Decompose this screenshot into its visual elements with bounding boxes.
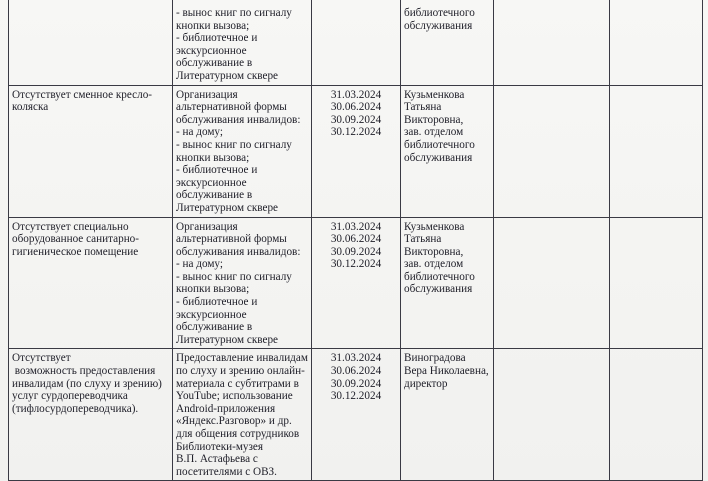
dates-line: 30.09.2024: [330, 377, 382, 390]
responsible-line: обслуживания: [404, 19, 473, 32]
dates-line: 30.06.2024: [330, 365, 382, 378]
table-row: [9, 0, 703, 85]
issue-line: Отсутствует: [12, 352, 71, 365]
issue-line: инвалидам (по слуху и зрению): [12, 377, 162, 390]
measures-line: обслуживания инвалидов:: [176, 113, 301, 126]
issue-line: возможность предоставления: [12, 365, 156, 378]
issue-cell: [9, 349, 173, 481]
responsible-line: Татьяна: [404, 233, 442, 246]
measures-line: «Яндекс.Разговор» и др.: [176, 415, 292, 428]
responsible-cell: [401, 217, 494, 349]
dates-line: 30.06.2024: [330, 233, 382, 246]
empty-cell-5: [494, 349, 610, 481]
measures-line: экскурсионное: [176, 176, 247, 189]
measures-line: Организация: [176, 88, 238, 101]
dates-line: 31.03.2024: [330, 220, 382, 233]
responsible-cell: [401, 0, 494, 85]
measures-line: YouTube; использование: [176, 390, 293, 403]
measures-line: - вынос книг по сигналу: [176, 270, 292, 283]
measures-line: - библиотечное и: [176, 296, 258, 309]
responsible-line: Кузьменкова: [404, 88, 465, 101]
measures-line: Android-приложения: [176, 402, 276, 415]
responsible-cell: [401, 85, 494, 217]
responsible-line: Викторовна,: [404, 245, 464, 258]
table-row: [9, 85, 703, 217]
measures-cell: [173, 349, 312, 481]
dates-line: 30.09.2024: [330, 113, 382, 126]
measures-cell: [173, 85, 312, 217]
dates-cell: [312, 0, 401, 85]
measures-cell: [173, 0, 312, 85]
dates-line: 30.06.2024: [330, 101, 382, 114]
empty-cell-6: [610, 0, 703, 85]
issue-line: (тифлосурдопереводчика).: [12, 402, 139, 415]
measures-line: Предоставление инвалидам: [176, 352, 308, 365]
responsible-line: Татьяна: [404, 101, 442, 114]
measures-line: Литературном сквере: [176, 201, 279, 214]
empty-cell-5: [494, 0, 610, 85]
dates-cell: [312, 217, 401, 349]
dates-line: 30.12.2024: [330, 390, 382, 403]
responsible-line: зав. отделом: [404, 258, 464, 271]
responsible-line: Виноградова: [404, 352, 466, 365]
responsible-line: Кузьменкова: [404, 220, 465, 233]
measures-line: Библиотеки-музея: [176, 440, 264, 453]
measures-line: по слуху и зрению онлайн-: [176, 365, 305, 378]
measures-line: - вынос книг по сигналу: [176, 7, 292, 19]
dates-line: 30.09.2024: [330, 245, 382, 258]
measures-line: альтернативной формы: [176, 233, 287, 246]
measures-line: обслуживание в: [176, 57, 253, 70]
measures-line: альтернативной формы: [176, 101, 287, 114]
dates-cell: [312, 349, 401, 481]
dates-line: 30.12.2024: [330, 258, 382, 271]
measures-line: кнопки вызова;: [176, 19, 250, 32]
responsible-cell: [401, 349, 494, 481]
measures-line: - на дому;: [176, 258, 223, 271]
measures-line: обслуживания инвалидов:: [176, 245, 301, 258]
measures-line: кнопки вызова;: [176, 283, 250, 296]
table-row: [9, 349, 703, 481]
responsible-line: обслуживания: [404, 283, 473, 296]
responsible-line: библиотечного: [404, 7, 475, 19]
empty-cell-6: [610, 85, 703, 217]
empty-cell-5: [494, 85, 610, 217]
measures-line: экскурсионное: [176, 308, 247, 321]
measures-line: - вынос книг по сигналу: [176, 138, 292, 151]
measures-line: Организация: [176, 220, 238, 233]
empty-cell-6: [610, 349, 703, 481]
responsible-line: Вера Николаевна,: [404, 365, 489, 378]
empty-cell-5: [494, 217, 610, 349]
table-body: [9, 0, 703, 481]
issue-line: услуг сурдопереводчика: [12, 390, 128, 403]
responsible-line: библиотечного: [404, 270, 475, 283]
measures-cell: [173, 217, 312, 349]
accessibility-plan-table: [8, 0, 703, 481]
measures-line: кнопки вызова;: [176, 151, 250, 164]
measures-line: - библиотечное и: [176, 32, 258, 45]
measures-line: посетителями с ОВЗ.: [176, 465, 277, 478]
responsible-line: Викторовна,: [404, 113, 464, 126]
issue-cell: [9, 217, 173, 349]
measures-line: Литературном сквере: [176, 333, 279, 346]
measures-line: В.П. Астафьева с: [176, 453, 258, 466]
measures-line: экскурсионное: [176, 44, 247, 57]
issue-cell: [9, 0, 173, 85]
issue-line: гигиеническое помещение: [12, 245, 139, 258]
responsible-line: директор: [404, 377, 448, 390]
responsible-line: библиотечного: [404, 138, 475, 151]
measures-line: для общения сотрудников: [176, 428, 300, 440]
responsible-line: обслуживания: [404, 151, 473, 164]
measures-line: обслуживание в: [176, 189, 253, 202]
issue-line: оборудованное санитарно-: [12, 233, 140, 246]
dates-line: 31.03.2024: [330, 352, 382, 365]
dates-cell: [312, 85, 401, 217]
measures-line: - библиотечное и: [176, 164, 258, 177]
empty-cell-6: [610, 217, 703, 349]
table-row: [9, 217, 703, 349]
measures-line: - на дому;: [176, 126, 223, 139]
issue-line: Отсутствует сменное кресло-: [12, 88, 153, 101]
measures-line: обслуживание в: [176, 321, 253, 334]
dates-line: 31.03.2024: [330, 88, 382, 101]
issue-line: коляска: [12, 101, 49, 114]
responsible-line: зав. отделом: [404, 126, 464, 139]
dates-line: 30.12.2024: [330, 126, 382, 139]
measures-line: Литературном сквере: [176, 69, 279, 82]
issue-line: Отсутствует специально: [12, 220, 129, 233]
measures-line: материала с субтитрами в: [176, 377, 299, 390]
issue-cell: [9, 85, 173, 217]
